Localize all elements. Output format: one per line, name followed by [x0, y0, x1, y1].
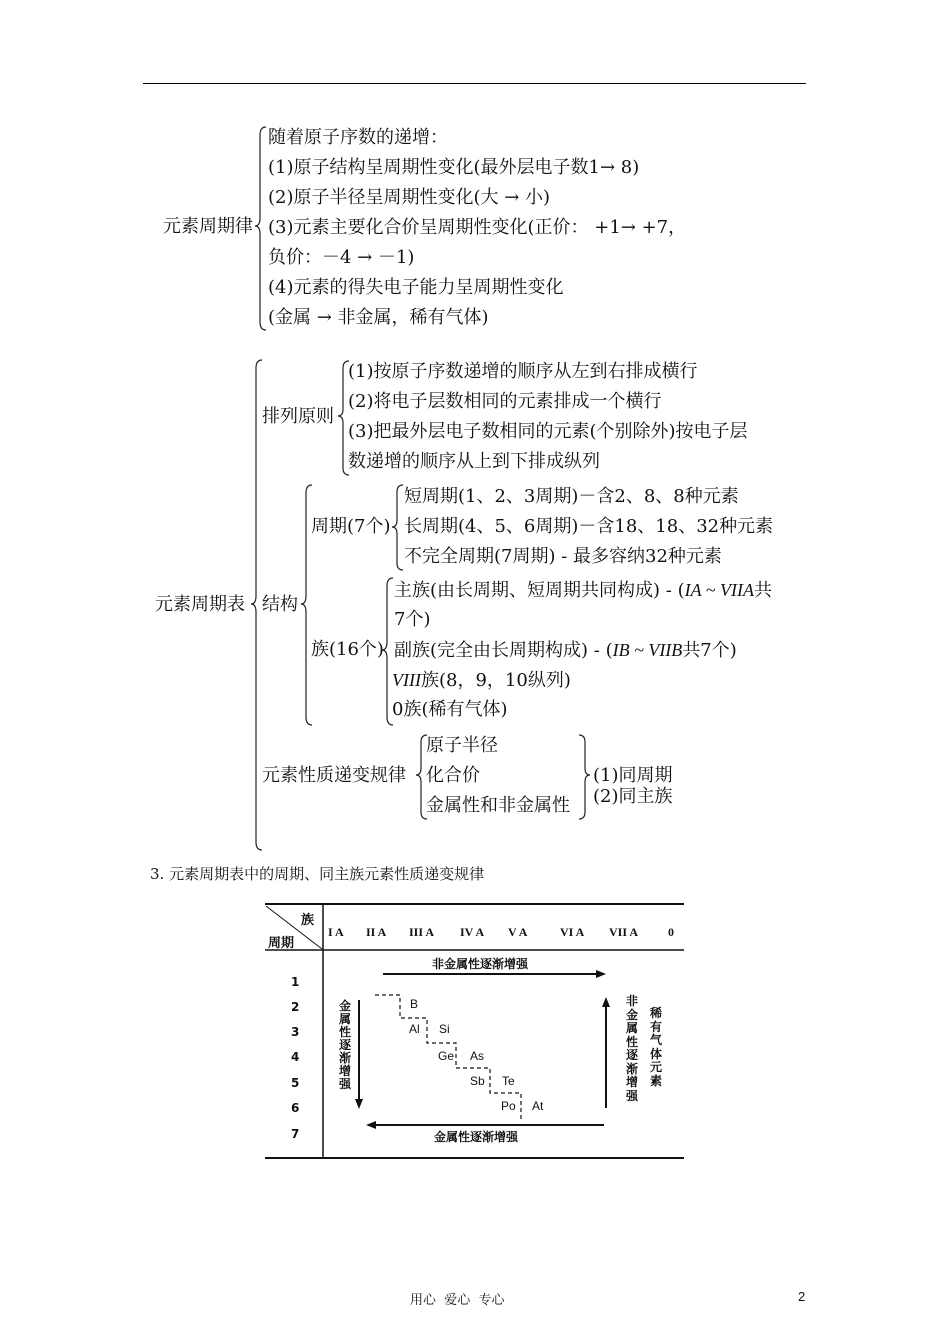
structure-label: 结构: [262, 594, 298, 615]
element-B: B: [410, 997, 419, 1011]
group-col-0: I A: [328, 925, 344, 939]
section1-line-0: 随着原子序数的递增：: [268, 127, 448, 148]
period-label: 周期(7个): [311, 516, 391, 537]
arrangement-line-1: (2)将电子层数相同的元素排成一个横行: [348, 391, 662, 412]
section2-label: 元素周期表: [155, 594, 245, 615]
section1-label: 元素周期律: [163, 216, 253, 237]
period-line-2: 不完全周期(7周期) - 最多容纳32种元素: [404, 546, 722, 567]
period-line-0: 短周期(1、2、3周期)－含2、8、8种元素: [404, 486, 739, 507]
group-label: 族(16个): [311, 639, 384, 660]
element-As: As: [470, 1049, 485, 1063]
period-row-2: 2: [291, 1000, 300, 1014]
trends-label: 元素性质递变规律: [262, 765, 406, 786]
left-arrow-label: 金属性逐渐增强: [339, 999, 352, 1091]
period-row-7: 7: [291, 1127, 300, 1141]
element-Po: Po: [501, 1099, 516, 1113]
viii-group-suffix: 族(8，9，10纵列): [420, 670, 571, 691]
section1-line-6: (金属 → 非金属，稀有气体): [268, 307, 489, 328]
element-Si: Si: [439, 1022, 450, 1036]
trends-item-1: 化合价: [426, 765, 480, 786]
main-group-suffix: 共: [753, 580, 772, 601]
right-arrow-label: 非金属性逐渐增强: [626, 994, 639, 1103]
period-row-5: 5: [291, 1076, 300, 1090]
arrangement-line-2: (3)把最外层电子数相同的元素(个别除外)按电子层: [348, 421, 748, 442]
section3-heading: 3. 元素周期表中的周期、同主族元素性质递变规律: [150, 865, 485, 883]
period-line-1: 长周期(4、5、6周期)－含18、18、32种元素: [404, 516, 774, 537]
element-Ge: Ge: [438, 1049, 455, 1063]
section1-line-5: (4)元素的得失电子能力呈周期性变化: [268, 277, 564, 298]
section1-line-2: (2)原子半径呈周期性变化(大 → 小): [268, 187, 551, 208]
element-Sb: Sb: [470, 1074, 485, 1088]
trends-right-1: (2)同主族: [593, 786, 673, 807]
period-row-3: 3: [291, 1025, 300, 1039]
page-number: 2: [798, 1289, 806, 1304]
sub-group-suffix: 共7个): [682, 640, 737, 661]
period-row-6: 6: [291, 1101, 300, 1115]
main-group-cont: 7个): [394, 609, 431, 630]
section1-line-4: 负价：－4 → －1): [268, 247, 415, 268]
group-col-6: VII A: [609, 925, 639, 939]
trends-right-0: (1)同周期: [593, 765, 673, 786]
main-group-range: IA ~ VIIA: [684, 580, 754, 600]
zero-group-line: 0族(稀有气体): [392, 699, 508, 720]
bottom-arrow-label: 金属性逐渐增强: [434, 1130, 519, 1144]
group-col-2: III A: [409, 925, 435, 939]
period-row-4: 4: [291, 1050, 300, 1064]
footer-motto: 用心 爱心 专心: [410, 1293, 505, 1308]
group-col-5: VI A: [560, 925, 585, 939]
viii-group-numeral: VIII: [392, 670, 421, 690]
period-row-1: 1: [291, 975, 300, 989]
arrangement-line-0: (1)按原子序数递增的顺序从左到右排成横行: [348, 361, 698, 382]
element-Te: Te: [502, 1074, 515, 1088]
top-arrow-label: 非金属性逐渐增强: [432, 957, 529, 971]
group-col-7: 0: [668, 925, 674, 939]
section1-line-1: (1)原子结构呈周期性变化(最外层电子数1→ 8): [268, 157, 640, 178]
sub-group-prefix: 副族(完全由长周期构成) - (: [394, 640, 613, 661]
section1-line-3: (3)元素主要化合价呈周期性变化(正价： +1→ +7，: [268, 217, 687, 238]
table-header-period: 周期: [268, 936, 295, 951]
table-header-group: 族: [301, 913, 315, 928]
noble-gas-label: 稀有气体元素: [650, 1006, 663, 1088]
group-col-4: V A: [508, 925, 528, 939]
arrangement-line-3: 数递增的顺序从上到下排成纵列: [348, 451, 600, 472]
main-group-prefix: 主族(由长周期、短周期共同构成) - (: [394, 580, 685, 601]
group-col-3: IV A: [460, 925, 485, 939]
element-At: At: [532, 1099, 544, 1113]
trends-item-0: 原子半径: [426, 735, 498, 756]
sub-group-range: IB ~ VIIB: [612, 640, 683, 660]
trends-item-2: 金属性和非金属性: [426, 795, 570, 816]
arrangement-label: 排列原则: [262, 406, 334, 427]
element-Al: Al: [409, 1022, 420, 1036]
group-col-1: II A: [366, 925, 387, 939]
